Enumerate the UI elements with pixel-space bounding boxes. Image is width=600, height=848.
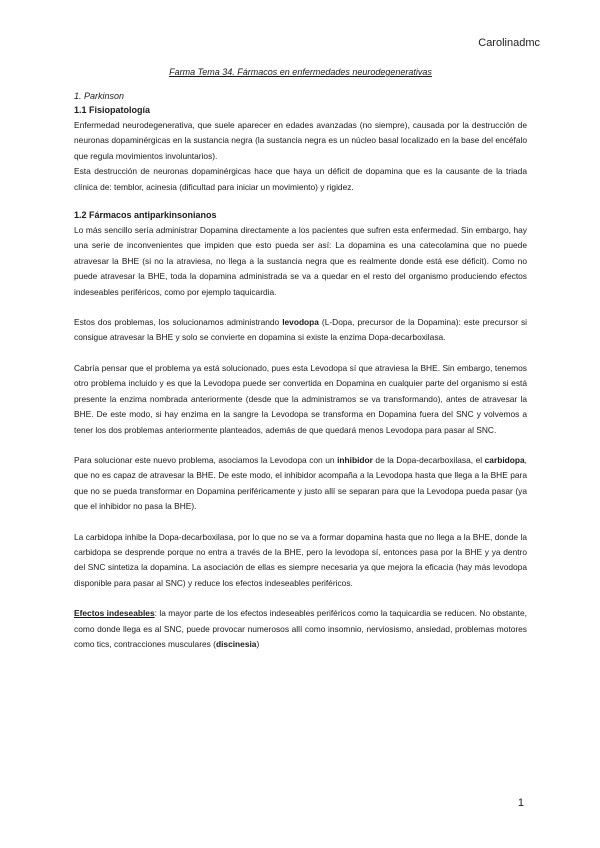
document-body <box>74 66 527 652</box>
paragraph-dopamina: Lo más sencillo sería administrar Dopamina directamente a los pacientes que sufren esta enfermedad. Sin embargo, hay una serie de inconvenientes que impiden que esto pueda ser así: La dopamina es una catecolamina que no puede atravesar la BHE (si no la atraviesa, no llega a la sustancia negra que es realmente donde está ese déficit). Como no puede atravesar la BHE, toda la dopamina administrada se va a quedar en el resto del organismo produciendo efectos indeseables periféricos, como por ejemplo taquicardia. <box>74 225 527 297</box>
author-header: Carolinadmc <box>478 37 540 49</box>
subheading-farmacos: 1.2 Fármacos antiparkinsonianos <box>74 210 217 221</box>
paragraph-problema-enzima: Cabría pensar que el problema ya está solucionado, pues esta Levodopa sí que atraviesa la BHE. Sin embargo, tenemos otro problema incluido y es que la Levodopa puede ser convertida en Dopamina en cualquier parte del organismo si está presente la enzima nombrada anteriormente (desde que la administramos se va transformando), antes de atravesar la BHE. De este modo, si hay enzima en la sangre la Levodopa se transforma en Dopamina fuera del SNC y volvemos a tener los dos problemas anteriormente planteados, además de que quedará menos Levodopa para pasar al SNC. <box>74 362 527 435</box>
section-heading-parkinson: 1. Parkinson <box>74 91 125 101</box>
document-title: Farma Tema 34. Fármacos en enfermedades neurodegenerativas <box>169 67 432 77</box>
discinesia-term: discinesia <box>215 638 257 649</box>
paragraph-fisiopatologia-2: Esta destrucción de neuronas dopaminérgicas hace que haya un déficit de dopamina que es la causante de la triada clínica de: temblor, acinesia (dificultad para iniciar un movimiento) y rigidez. <box>74 166 527 192</box>
paragraph-carbidopa: La carbidopa inhibe la Dopa-decarboxilasa, por lo que no se va a formar dopamina hasta que no llega a la BHE, donde la carbidopa se desprende porque no entra a través de la BHE, pero la levodopa sí, entonces pasa por la BHE y ya dentro del SNC sintetiza la dopamina. La asociación de ellas es siempre necesaria ya que mejora la eficacia (hay más levodopa disponible para pasar al SNC) y reduce los efectos indeseables periféricos. <box>74 531 527 588</box>
paragraph-efectos-indeseables: Efectos indeseables: la mayor parte de los efectos indeseables periféricos como la taquicardia se reducen. No obstante, como donde llega es al SNC, puede provocar numerosos allí como insomnio, nerviosismo, ansiedad, problemas motores como tics, contracciones musculares (discinesia) <box>74 608 527 649</box>
subheading-fisiopatologia: 1.1 Fisiopatología <box>74 105 151 115</box>
levodopa-term: levodopa <box>282 317 319 328</box>
page-number: 1 <box>517 797 524 809</box>
efectos-indeseables-term: Efectos indeseables <box>74 608 155 619</box>
paragraph-levodopa: Estos dos problemas, los solucionamos administrando levodopa (L-Dopa, precursor de la Dopamina): este precursor si consigue atravesar la BHE y solo se convierte en dopamina si existe la enzima Dopa-decarboxilasa. <box>74 317 527 343</box>
paragraph-fisiopatologia-1: Enfermedad neurodegenerativa, que suele aparecer en edades avanzadas (no siempre), causada por la destrucción de neuronas dopaminérgicas en la sustancia negra (la sustancia negra es un núcleo basal localizado en la base del encéfalo que regula movimientos involuntarios). <box>74 120 527 161</box>
carbidopa-term: carbidopa <box>484 454 525 465</box>
inhibidor-term: inhibidor <box>337 454 373 465</box>
paragraph-inhibidor: Para solucionar este nuevo problema, asociamos la Levodopa con un inhibidor de la Dopa-decarboxilasa, el carbidopa, que no es capaz de atravesar la BHE. De este modo, el inhibidor acompaña a la Levodopa hasta que llega a la BHE para que no se pueda transformar en Dopamina periféricamente y justo allí se separan para que la Levodopa pueda pasar (ya que el inhibidor no pasa la BHE). <box>74 454 527 512</box>
